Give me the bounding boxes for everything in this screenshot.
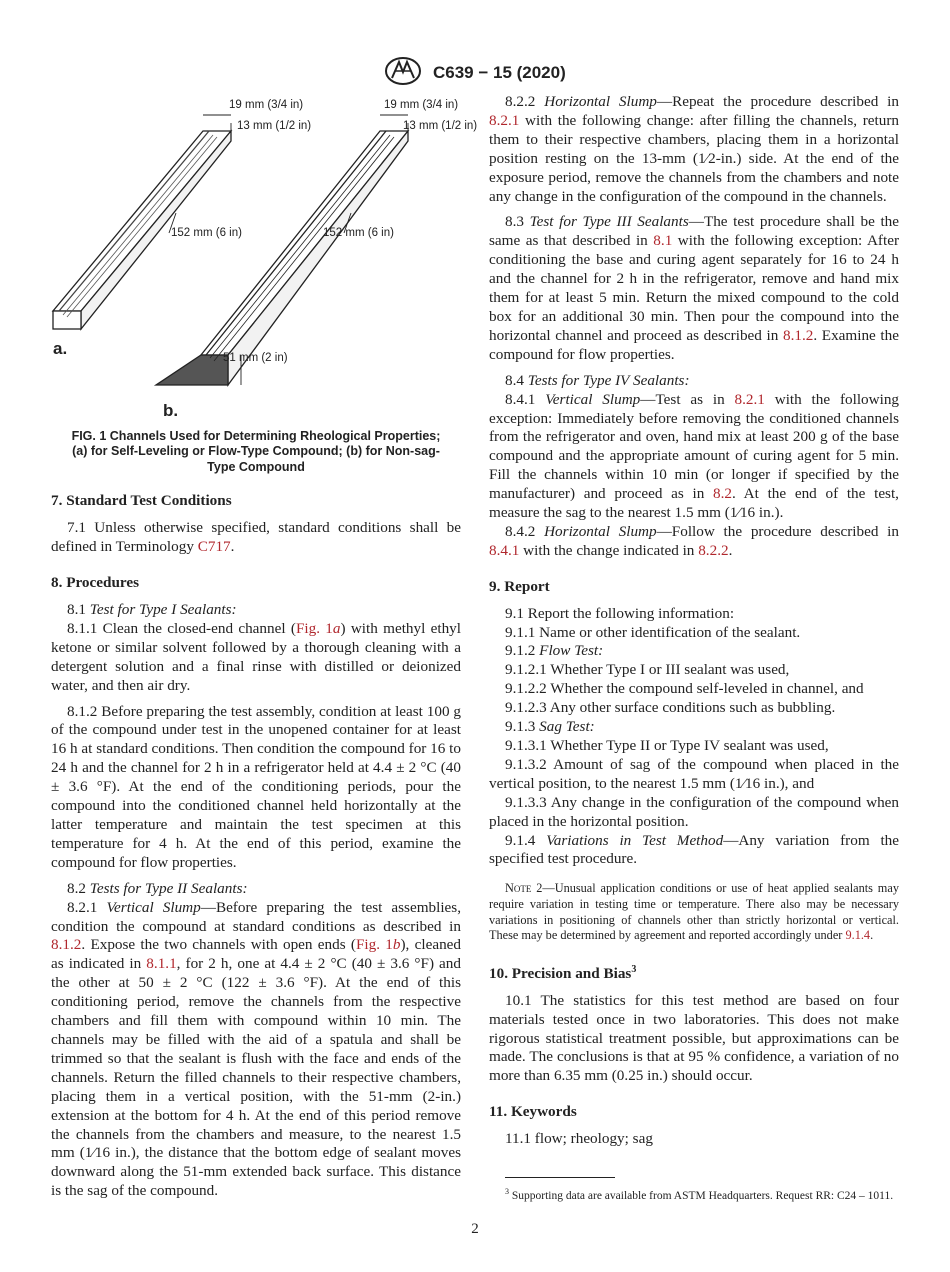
link-8-1-2b[interactable]: 8.1.2 <box>782 326 814 344</box>
link-9-1-4[interactable]: 9.1.4 <box>845 928 871 943</box>
designation: C639 − 15 (2020) <box>432 62 566 82</box>
figure-caption: FIG. 1 Channels Used for Determining Rheological Properties; (a) for Self-Leveling or Flow-Type Compound; (b) for Non-sag- Type Compound <box>71 428 441 474</box>
para-8-1: 8.1 Test for Type I Sealants: <box>67 601 237 619</box>
para-8-3: 8.3 Test for Type III Sealants—The test procedure shall be the same as that described in 8.1 with the following exception: After conditioning the base and curing agent separately for 16 to 24 h and the channel for 2 h in the refrigerator, remove and hand mix them for at least 5 min. Return the mixed compound to the cold box for an additional 30 min. Then pour the compound into the horizontal channel and proceed as described in 8.1.2. Examine the compound for flow properties. <box>489 213 900 363</box>
para-9-1-3-3: 9.1.3.3 Any change in the configuration of the compound when placed in the horizontal position. <box>489 793 899 830</box>
heading-7: 7. Standard Test Conditions <box>51 492 232 510</box>
para-9-1-3: 9.1.3 Sag Test: <box>505 718 595 736</box>
para-9-1-4: 9.1.4 Variations in Test Method—Any variation from the specified test procedure. <box>489 831 900 868</box>
para-9-1-2-2: 9.1.2.2 Whether the compound self-leveled in channel, and <box>505 680 864 698</box>
link-fig1a[interactable]: Fig. 1a <box>295 619 341 637</box>
dim-extension-b: 51 mm (2 in) <box>223 352 288 364</box>
right-column <box>489 93 899 1204</box>
para-9-1-1: 9.1.1 Name or other identification of the sealant. <box>505 623 801 641</box>
link-8-1-2[interactable]: 8.1.2 <box>51 936 82 954</box>
link-8-1-1[interactable]: 8.1.1 <box>146 955 177 973</box>
para-8-2: 8.2 Tests for Type II Sealants: <box>67 879 248 897</box>
dim-width-b: 19 mm (3/4 in) <box>384 99 459 111</box>
label-a: a. <box>53 339 68 358</box>
para-9-1: 9.1 Report the following information: <box>505 604 735 622</box>
link-fig1b[interactable]: Fig. 1b <box>355 936 401 954</box>
footnote-rule <box>505 1177 615 1178</box>
link-8-4-1[interactable]: 8.4.1 <box>489 541 520 559</box>
link-8-2-2[interactable]: 8.2.2 <box>698 541 729 559</box>
para-9-1-2-1: 9.1.2.1 Whether Type I or III sealant was used, <box>505 661 790 679</box>
figure-channels <box>51 93 478 420</box>
para-8-4-1: 8.4.1 Vertical Slump—Test as in 8.2.1 with the following exception: Immediately before removing the conditioned channels from the refrigerator and oven, hand mix at least 200 g of the base compound and the appropriate amount of curing agent for 5 min. Fill the channels within 10 min (or longer if specified by the manufacturer) and proceed as in 8.2. At the end of the test, measure the sag to the nearest 1.5 mm (1⁄16 in.). <box>489 390 900 522</box>
para-8-4: 8.4 Tests for Type IV Sealants: <box>505 371 690 389</box>
para-7-1: 7.1 Unless otherwise specified, standard conditions shall be defined in Terminology C717. <box>51 519 461 556</box>
para-8-1-2: 8.1.2 Before preparing the test assembly, condition at least 100 g of the compound under test in the unopened container for at least 16 h at standard conditions. Then condition the compound for 16 to 24 h and the channel for 2 h in a refrigerator held at 4.4 ± 2 °C (40 ± 3.6 °F). At the end of the conditioning periods, pour the compound into the conditioned channel held horizontally at the latter temperature and maintain the test specimen at this temperature for 4 h. At the end of this period, examine the compound for flow properties. <box>51 702 461 871</box>
dim-length-a: 152 mm (6 in) <box>171 227 242 239</box>
page-header <box>0 56 950 91</box>
heading-9: 9. Report <box>489 577 550 595</box>
astm-logo-icon <box>384 56 422 91</box>
dim-depth-b: 13 mm (1/2 in) <box>403 120 478 132</box>
link-8-1[interactable]: 8.1 <box>653 232 673 250</box>
para-11-1: 11.1 flow; rheology; sag <box>505 1130 653 1148</box>
link-8-2-1b[interactable]: 8.2.1 <box>734 390 765 408</box>
dim-length-b: 152 mm (6 in) <box>323 227 394 239</box>
para-8-2-1: 8.2.1 Vertical Slump—Before preparing the test assemblies, condition the compound at standard conditions as described in 8.1.2. Expose the two channels with open ends (Fig. 1b), cleaned as indicated in 8.1.1, for 2 h, one at 4.4 ± 2 °C (40 ± 3.6 °F) and the other at 50 ± 2 °C (122 ± 3.6 °F). At the end of this conditioning period, remove the channels from the respective chambers and fill them with compound within 10 min. The channels may be filled with the aid of a spatula and shall be trimmed so that the sealant is flush with the face and ends of the channels. Return the filled channels to their respective chambers, placing them in a vertical position, with the 51-mm (2-in.) extension at the bottom for 4 h. At the end of this period remove the channels from the chambers and measure, to the nearest 1.5 mm (1⁄16 in.), the distance that the bottom edge of sealant moves downward along the 51-mm extended back surface. This distance is the sag of the compound. <box>51 898 461 1200</box>
para-9-1-3-2: 9.1.3.2 Amount of sag of the compound when placed in the vertical position, to the nearest 1.5 mm (1⁄16 in.), and <box>489 755 899 792</box>
para-10-1: 10.1 The statistics for this test method are based on four materials tested once in two laboratories. This does not make rigorous statistical treatment possible, but approximations can be made. The conclusions is that at 95 % confidence, a variation of no more than 6.35 mm (0.25 in.) should occur. <box>489 991 899 1085</box>
para-9-1-2: 9.1.2 Flow Test: <box>505 642 604 660</box>
label-b: b. <box>163 401 179 420</box>
link-8-2[interactable]: 8.2 <box>713 485 732 503</box>
heading-10: 10. Precision and Bias$^3$ <box>489 963 637 982</box>
para-9-1-3-1: 9.1.3.1 Whether Type II or Type IV sealant was used, <box>505 737 829 754</box>
note-2: Note 2—Unusual application conditions or use of heat applied sealants may require variation in testing time or temperature. There also may be necessary variations in positioning of channels other than strictly horizontal or vertical. These may be determined by agreement and reported accordingly under 9.1.4. <box>489 881 899 943</box>
para-8-4-2: 8.4.2 Horizontal Slump—Follow the procedure described in 8.4.1 with the change indicated in 8.2.2. <box>489 522 899 559</box>
dim-depth-a: 13 mm (1/2 in) <box>237 120 312 132</box>
dim-width-a: 19 mm (3/4 in) <box>229 99 304 111</box>
para-9-1-2-3: 9.1.2.3 Any other surface conditions such as bubbling. <box>505 699 836 717</box>
page-number: 2 <box>471 1221 479 1237</box>
heading-8: 8. Procedures <box>51 574 140 592</box>
para-8-2-2: 8.2.2 Horizontal Slump—Repeat the procedure described in 8.2.1 with the following change: after filling the channels, return them to their respective chambers, placing them in a horizontal position resting on the 13-mm (1⁄2-in.) side. At the end of the exposure period, remove the channels from the chambers and note any change in the configuration of the compound in the channels. <box>489 93 899 205</box>
left-column <box>51 93 478 1201</box>
para-8-1-1: 8.1.1 Clean the closed-end channel (Fig. 1a) with methyl ethyl ketone or similar solvent followed by a thorough cleaning with a detergent solution and a final rinse with distilled or deionized water, and then air dry. <box>51 619 461 694</box>
link-8-2-1[interactable]: 8.2.1 <box>489 111 520 129</box>
heading-11: 11. Keywords <box>489 1103 577 1121</box>
link-c717[interactable]: C717 <box>197 538 231 556</box>
footnote-3: $^3$ Supporting data are available from ASTM Headquarters. Request RR: C24 – 1011. <box>505 1187 894 1202</box>
